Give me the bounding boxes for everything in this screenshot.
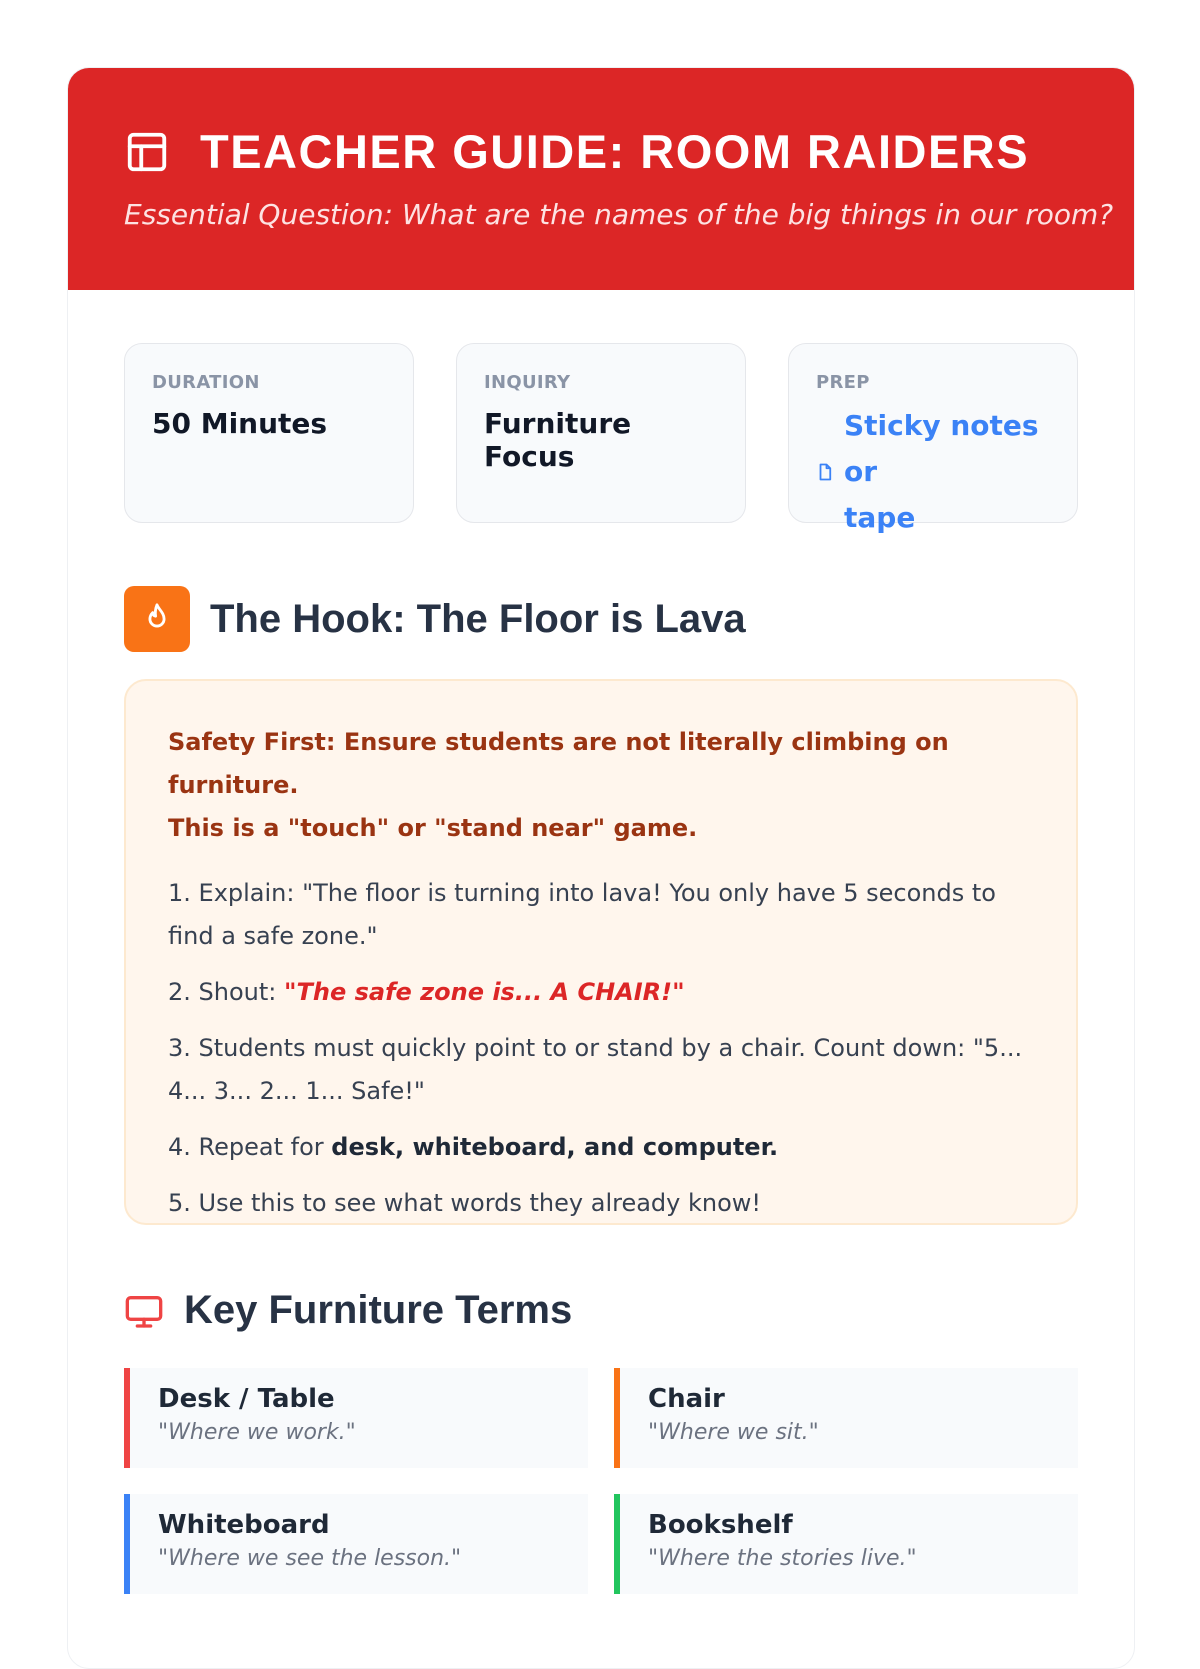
step-4-bold: desk, whiteboard, and computer. (331, 1133, 779, 1161)
stat-label: DURATION (152, 372, 260, 393)
term-whiteboard (124, 1494, 588, 1594)
step-1: 1. Explain: "The floor is turning into lava! You only have 5 seconds to find a safe zone." (168, 879, 996, 950)
term-desk (124, 1368, 588, 1468)
term-bookshelf (614, 1494, 1078, 1594)
step-2 (168, 971, 1034, 1014)
term-definition: "Where the stories live." (648, 1546, 917, 1571)
hook-steps (168, 872, 1034, 1225)
term-definition: "Where we work." (158, 1420, 356, 1445)
flame-icon (124, 586, 190, 652)
hook-box (124, 679, 1078, 1225)
safety-line2: This is a "touch" or "stand near" game. (168, 814, 698, 842)
safety-line1: Safety First: Ensure students are not literally climbing on furniture. (168, 728, 949, 799)
term-name: Whiteboard (158, 1510, 330, 1540)
essential-question: Essential Question: What are the names of the big things in our room? (124, 198, 1114, 231)
term-name: Bookshelf (648, 1510, 793, 1540)
stat-inquiry (456, 343, 746, 523)
hook-title: The Hook: The Floor is Lava (210, 596, 746, 641)
prep-link-line2[interactable]: tape (844, 501, 916, 534)
term-chair (614, 1368, 1078, 1468)
step-5: 5. Use this to see what words they already know! (168, 1189, 762, 1217)
terms-grid (124, 1368, 1078, 1594)
prep-value[interactable] (816, 403, 1050, 541)
term-definition: "Where we sit." (648, 1420, 819, 1445)
stat-duration (124, 343, 414, 523)
stat-value: 50 Minutes (152, 407, 328, 440)
term-name: Desk / Table (158, 1384, 335, 1414)
safety-note (168, 721, 1034, 850)
step-4 (168, 1126, 1034, 1169)
step-3: 3. Students must quickly point to or stand by a chair. Count down: "5... 4... 3... 2... 1... Safe!" (168, 1034, 1023, 1105)
monitor-icon (124, 1291, 164, 1331)
terms-title: Key Furniture Terms (184, 1288, 573, 1332)
term-name: Chair (648, 1384, 725, 1414)
stats-row (124, 343, 1078, 534)
guide-header (68, 68, 1134, 290)
layout-icon (124, 129, 170, 175)
term-definition: "Where we see the lesson." (158, 1546, 462, 1571)
header-title-row (124, 124, 1029, 179)
teacher-guide-card (67, 67, 1135, 1669)
page-title: TEACHER GUIDE: ROOM RAIDERS (200, 125, 1030, 178)
step-4-prefix: 4. Repeat for (168, 1133, 332, 1161)
stat-label: PREP (816, 372, 870, 393)
prep-link-line1[interactable]: Sticky notes or (844, 409, 1039, 488)
terms-heading (124, 1288, 572, 1333)
hook-heading (124, 586, 746, 652)
stat-value: Furniture Focus (484, 407, 632, 473)
file-icon (816, 463, 834, 481)
step-2-prefix: 2. Shout: (168, 978, 284, 1006)
stat-label: INQUIRY (484, 372, 571, 393)
step-2-emphasis: "The safe zone is... A CHAIR!" (284, 978, 685, 1006)
stat-prep (788, 343, 1078, 534)
